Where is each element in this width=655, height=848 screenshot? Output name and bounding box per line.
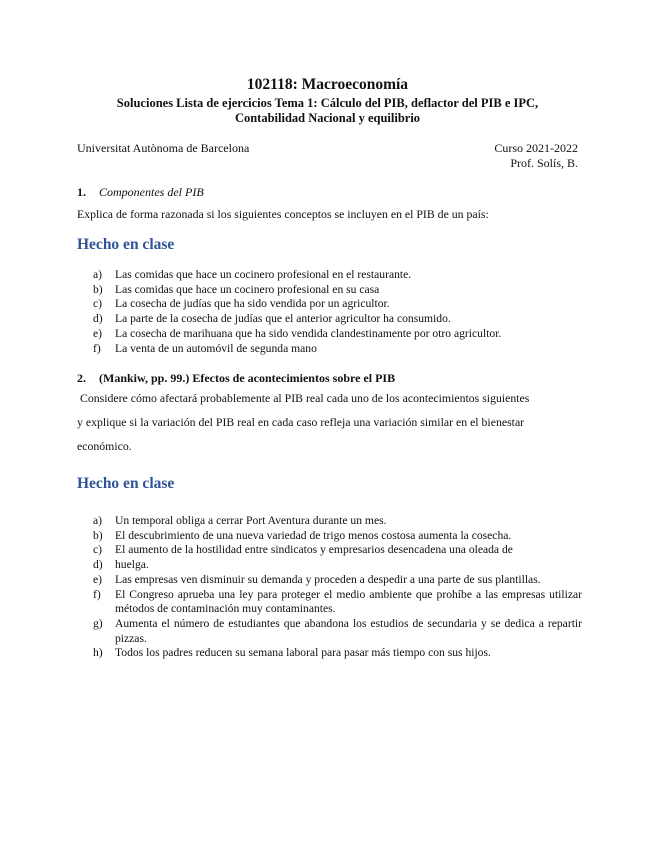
list-item bbox=[77, 588, 582, 617]
section-1-number: 1. bbox=[77, 185, 86, 199]
list-item bbox=[77, 327, 582, 342]
list-item bbox=[77, 543, 582, 558]
list-item-letter: c) bbox=[93, 297, 103, 311]
section-1-list bbox=[77, 268, 582, 356]
section-1-class-heading: Hecho en clase bbox=[77, 236, 175, 253]
list-item-text: Todos los padres reducen su semana laboral para pasar más tiempo con sus hijos. bbox=[115, 646, 491, 660]
list-item-text: Un temporal obliga a cerrar Port Aventura durante un mes. bbox=[115, 514, 387, 527]
subtitle-line-2: Contabilidad Nacional y equilibrio bbox=[234, 111, 421, 125]
list-item bbox=[77, 268, 582, 283]
list-item-letter: f) bbox=[93, 587, 101, 601]
section-2-intro-line-3: económico. bbox=[77, 439, 132, 453]
section-2-intro bbox=[77, 386, 577, 458]
list-item-text: La cosecha de judías que ha sido vendida por un agricultor. bbox=[115, 297, 390, 311]
list-item-letter: c) bbox=[93, 543, 103, 557]
section-2-class-heading: Hecho en clase bbox=[77, 475, 175, 492]
list-item-letter: a) bbox=[93, 514, 103, 527]
list-item-text: Las empresas ven disminuir su demanda y proceden a despedir a una parte de sus plantillas. bbox=[115, 572, 541, 586]
list-item-text: El aumento de la hostilidad entre sindicatos y empresarios desencadena una oleada de bbox=[115, 543, 513, 557]
section-2-intro-line-2: y explique si la variación del PIB real en cada caso refleja una variación similar en el bienestar bbox=[77, 415, 525, 429]
list-item bbox=[77, 646, 582, 661]
document-title: 102118: Macroeconomía bbox=[246, 76, 409, 93]
section-2-intro-line-1: Considere cómo afectará probablemente al PIB real cada uno de los acontecimientos siguientes bbox=[77, 391, 530, 405]
list-item-text: La parte de la cosecha de judías que el anterior agricultor ha consumido. bbox=[115, 312, 451, 326]
list-item-letter: e) bbox=[93, 572, 103, 586]
section-2-title: (Mankiw, pp. 99.) Efectos de acontecimientos sobre el PIB bbox=[99, 371, 396, 385]
list-item-letter: g) bbox=[93, 616, 103, 630]
list-item bbox=[77, 342, 582, 357]
section-1-heading bbox=[77, 185, 204, 200]
list-item-text: Las comidas que hace un cocinero profesional en el restaurante. bbox=[115, 268, 412, 281]
list-item-letter: d) bbox=[93, 558, 103, 572]
section-2-number: 2. bbox=[77, 371, 86, 385]
list-item-letter: b) bbox=[93, 282, 103, 296]
list-item bbox=[77, 283, 582, 298]
list-item bbox=[77, 558, 582, 573]
list-item-text: La venta de un automóvil de segunda mano bbox=[115, 341, 317, 355]
university-name: Universitat Autònoma de Barcelona bbox=[77, 141, 250, 155]
list-item-text: Aumenta el número de estudiantes que abandona los estudios de secundaria y se dedica a repartir pizzas. bbox=[115, 616, 582, 645]
list-item-text: El Congreso aprueba una ley para proteger el medio ambiente que prohíbe a las empresas utilizar métodos de contaminación muy contaminantes. bbox=[115, 587, 582, 616]
list-item bbox=[77, 312, 582, 327]
list-item-letter: f) bbox=[93, 341, 101, 355]
list-item bbox=[77, 529, 582, 544]
list-item-letter: e) bbox=[93, 326, 103, 340]
section-2-heading bbox=[77, 371, 395, 386]
section-1-title: Componentes del PIB bbox=[99, 185, 204, 199]
list-item bbox=[77, 617, 582, 646]
list-item-text: La cosecha de marihuana que ha sido vendida clandestinamente por otro agricultor. bbox=[115, 326, 502, 340]
list-item-text: El descubrimiento de una nueva variedad de trigo menos costosa aumenta la cosecha. bbox=[115, 528, 512, 542]
list-item-letter: b) bbox=[93, 528, 103, 542]
list-item-text: Las comidas que hace un cocinero profesional en su casa bbox=[115, 282, 380, 296]
list-item-letter: h) bbox=[93, 646, 103, 660]
subtitle-line-1: Soluciones Lista de ejercicios Tema 1: Cálculo del PIB, deflactor del PIB e IPC, bbox=[116, 96, 539, 110]
list-item-text: huelga. bbox=[115, 558, 149, 572]
list-item bbox=[77, 297, 582, 312]
professor-name: Prof. Solís, B. bbox=[510, 156, 578, 170]
document-subtitle bbox=[95, 96, 560, 126]
course-year: Curso 2021-2022 bbox=[494, 141, 578, 155]
list-item-letter: a) bbox=[93, 268, 103, 281]
list-item bbox=[77, 573, 582, 588]
section-1-intro: Explica de forma razonada si los siguientes conceptos se incluyen en el PIB de un país: bbox=[77, 207, 489, 221]
section-2-list bbox=[77, 514, 582, 661]
list-item-letter: d) bbox=[93, 312, 103, 326]
list-item bbox=[77, 514, 582, 529]
